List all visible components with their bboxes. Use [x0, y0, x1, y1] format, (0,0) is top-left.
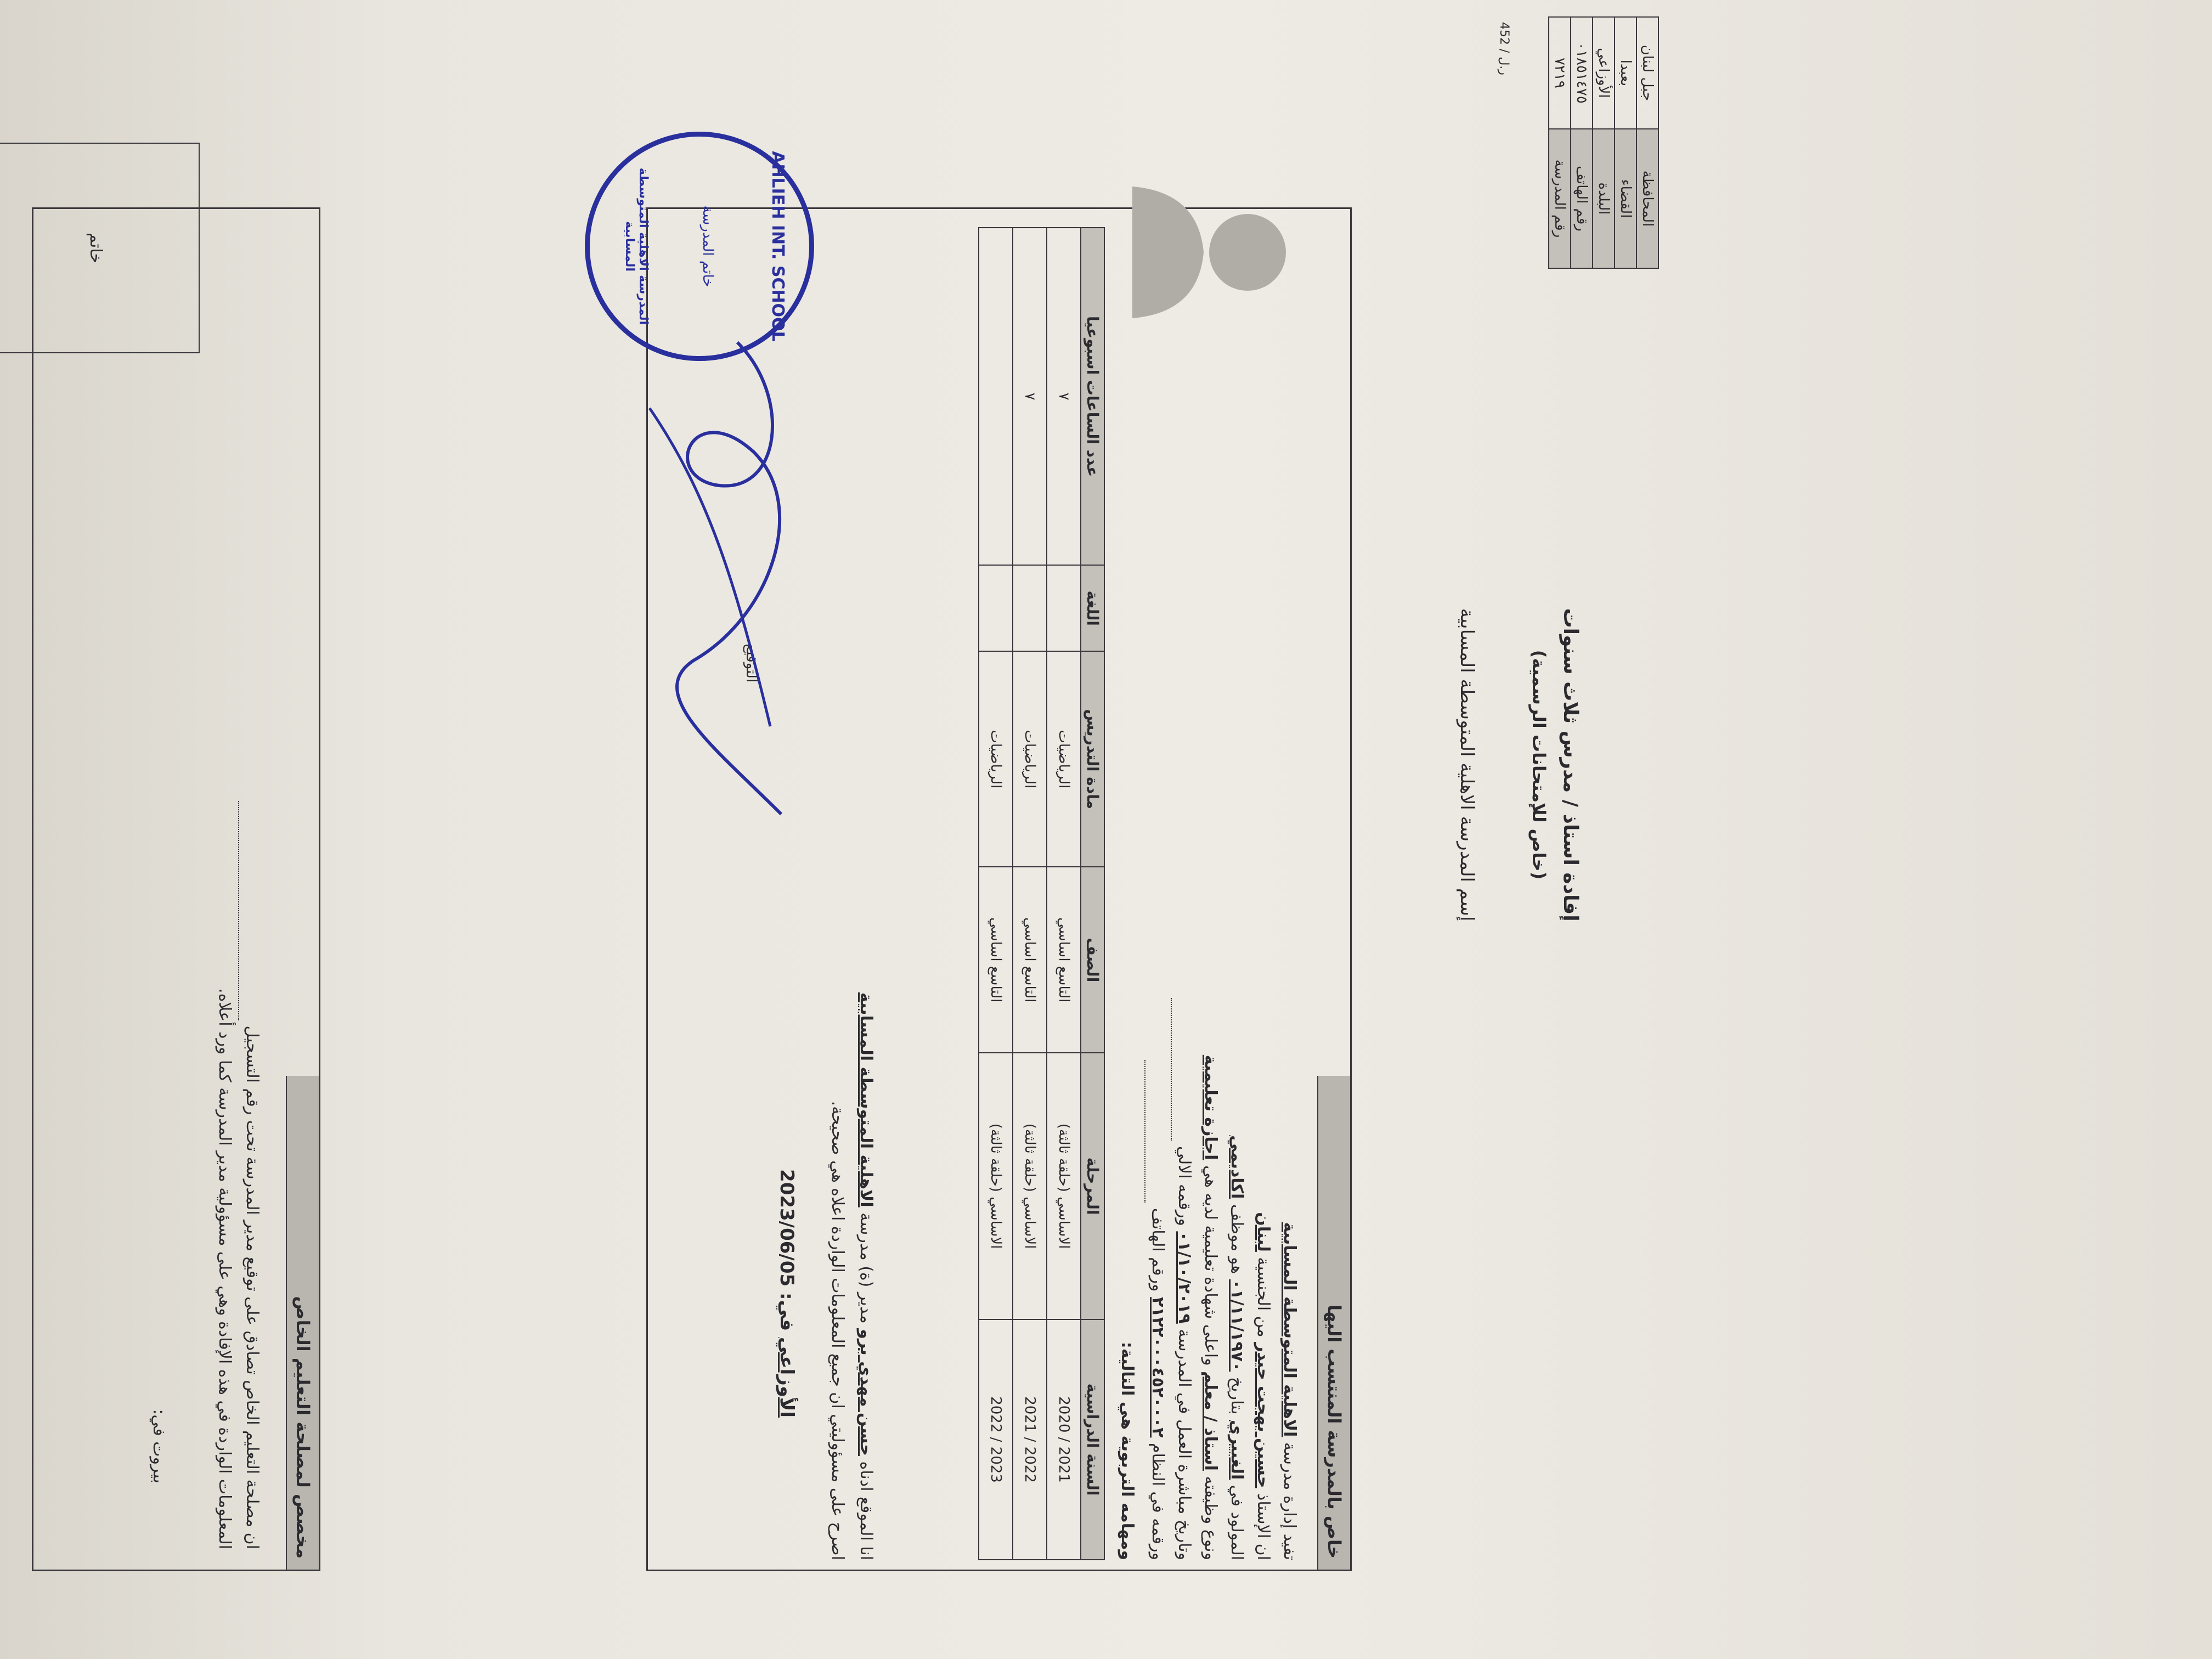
decl-school: الاهلية المتوسطة المسابية [856, 992, 876, 1207]
line-1 [1276, 227, 1302, 1560]
line5-mid: ورقمه الالي [1175, 1146, 1194, 1226]
tasks-cell: ٧ [1047, 228, 1081, 565]
info-label: رقم المدرسة [1549, 129, 1571, 268]
line6-prefix: ورقمه في النظام [1148, 1442, 1167, 1560]
line6-mid: ورقم الهاتف [1148, 1207, 1167, 1292]
tasks-header-cell: السنة الدراسية [1081, 1319, 1104, 1560]
info-row [1593, 17, 1615, 268]
tasks-cell: الاساسي (حلقة ثالثة) [979, 1053, 1013, 1319]
info-value: جبل لبنان [1637, 17, 1658, 129]
school-name: الاهلية المتوسطة المسابية [1280, 1222, 1299, 1437]
employee-type: اكاديمي [1227, 1135, 1246, 1199]
system-number: ٢١٢٢٠٠٠٤٥٢٠٠٠٢ [1148, 1297, 1167, 1438]
tasks-cell: الرياضيات [979, 651, 1013, 867]
tasks-header-cell: الصف [1081, 867, 1104, 1053]
line5-prefix: وتاريخ مباشرة العمل في المدرسة [1175, 1329, 1194, 1560]
auto-number-blank [1171, 998, 1184, 1141]
stamp-center-text: خاتم المدرسة [699, 205, 716, 287]
tasks-cell: التاسع اساسي [1013, 867, 1047, 1053]
tasks-cell: 2021 / 2020 [1047, 1319, 1081, 1560]
tasks-cell [979, 565, 1013, 651]
line3-prefix: المولود في [1227, 1485, 1246, 1560]
degree: اجازة تعليمية [1201, 1054, 1220, 1160]
table-row [979, 228, 1013, 1560]
certification-line-2: المعلومات الواردة في هذه الإفادة وهي على مسؤولية مدير المدرسة كما ورد أعلاه. [215, 988, 234, 1549]
signature-label: التوقيع [743, 644, 759, 682]
tasks-table [978, 227, 1105, 1560]
tasks-cell: ٧ [1013, 228, 1047, 565]
director-signature-icon [639, 331, 803, 825]
certification-line-1: ان مصلحة التعليم الخاص تصادق على توقيع مدير المدرسة تحت رقم التسجيل [242, 1025, 262, 1549]
tasks-header-cell: عدد الساعات اسبوعيا [1081, 228, 1104, 565]
info-row [1549, 17, 1571, 268]
line4-mid: واعلى شهادة تعليمية لديه هي [1201, 1165, 1220, 1366]
info-value: الأوزاعي [1593, 17, 1615, 129]
info-label: البلدة [1593, 129, 1615, 268]
tasks-header-cell: المرحلة [1081, 1053, 1104, 1319]
tasks-header-cell: مادة التدريس [1081, 651, 1104, 867]
birthplace: الغبيري [1227, 1420, 1246, 1480]
stamp-bottom-text: المدرسة الاهلية المتوسطة المسابية [623, 167, 650, 325]
reference-number: ر.ل / 452 [1497, 22, 1511, 75]
school-info-table [1548, 16, 1659, 269]
line-5 [1171, 227, 1197, 1560]
line2-prefix: ان الإستاذ [1254, 1493, 1273, 1560]
beirut-date-line: بيروت في: [149, 1409, 168, 1483]
line4-prefix: ونوع وظيفته [1201, 1476, 1220, 1560]
photo-placeholder-icon [1132, 176, 1308, 329]
job-title: استاذ / معلم [1201, 1371, 1220, 1471]
decl-date: 2023/06/05 [776, 1169, 798, 1287]
decl-date-label: في: [776, 1292, 798, 1331]
tasks-cell: الاساسي (حلقة ثالثة) [1013, 1053, 1047, 1319]
decl-place: الأوزاعي [776, 1337, 798, 1418]
line-4 [1197, 227, 1223, 1560]
info-row [1637, 17, 1658, 268]
tasks-header-cell: اللغة [1081, 565, 1104, 651]
decl-prefix: انا الموقع ادناه [856, 1461, 876, 1560]
birthdate: ٠١/١١/١٩٧٠ [1227, 1279, 1246, 1372]
private-stamp-label: خاتم [86, 232, 105, 263]
table-row [1013, 228, 1047, 1560]
line3-suffix: هو موظف [1227, 1204, 1246, 1274]
private-stamp-box [0, 143, 200, 353]
info-row [1571, 17, 1593, 268]
school-stamp [585, 132, 814, 361]
tasks-cell: الاساسي (حلقة ثالثة) [1047, 1053, 1081, 1319]
tasks-cell: التاسع اساسي [1047, 867, 1081, 1053]
info-label: المحافظة [1637, 129, 1658, 268]
line-3 [1223, 227, 1250, 1560]
info-value: بعبدا [1615, 17, 1637, 129]
tasks-cell: 2022 / 2021 [1013, 1319, 1047, 1560]
decl-statement: اصرح على مسؤوليتي ان جميع المعلومات الواردة اعلاه هي صحيحة. [828, 1101, 847, 1560]
school-section-heading: خاص بالمدرسة المنتسب اليها [1317, 1076, 1350, 1570]
tasks-cell [979, 228, 1013, 565]
school-name-line: إسم المدرسة الاهلية المتوسطة المسابية [1456, 608, 1478, 922]
teacher-name: حسين بهجت حيدر [1254, 1342, 1273, 1488]
doc-title: إفادة استاذ / مدرس ثلاث سنوات [1559, 608, 1582, 922]
doc-subtitle: (خاص للإمتحانات الرسمية) [1528, 650, 1549, 880]
nationality: لبنان [1254, 1212, 1273, 1252]
phone-blank [1144, 1060, 1158, 1203]
tasks-cell [1013, 565, 1047, 651]
line2-mid: من الجنسية [1254, 1257, 1273, 1338]
private-section-body [145, 452, 266, 1549]
line-6 [1144, 227, 1171, 1560]
table-row [1047, 228, 1081, 1560]
stamp-top-text: AHLIEH INT. SCHOOL [768, 151, 787, 342]
director-name: حسن مهدي برو [856, 1329, 876, 1457]
start-date: ٠١/١٠/٢٠١٩ [1175, 1231, 1194, 1324]
tasks-cell: الرياضيات [1013, 651, 1047, 867]
tasks-cell [1047, 565, 1081, 651]
registration-number-blank [238, 801, 251, 1020]
birthdate-label: بتاريخ [1227, 1376, 1246, 1415]
info-value: ٠١٨٥١٤٧٥ [1571, 17, 1593, 129]
tasks-cell: 2023 / 2022 [979, 1319, 1013, 1560]
declaration-body [1114, 227, 1302, 1560]
tasks-title: ومهامه التربوية هي التالية: [1118, 1341, 1137, 1560]
tasks-cell: التاسع اساسي [979, 867, 1013, 1053]
info-label: القضاء [1615, 129, 1637, 268]
info-row [1615, 17, 1637, 268]
tasks-cell: الرياضيات [1047, 651, 1081, 867]
info-value: ٧٢١٩ [1549, 17, 1571, 129]
private-section-heading: مخصص لمصلحة التعليم الخاص [286, 1076, 319, 1570]
info-label: رقم الهاتف [1571, 129, 1593, 268]
line1-prefix: تفيد إدارة مدرسة [1280, 1442, 1299, 1560]
line-2 [1250, 227, 1276, 1560]
decl-mid: مدير (ة) مدرسة [856, 1212, 876, 1324]
